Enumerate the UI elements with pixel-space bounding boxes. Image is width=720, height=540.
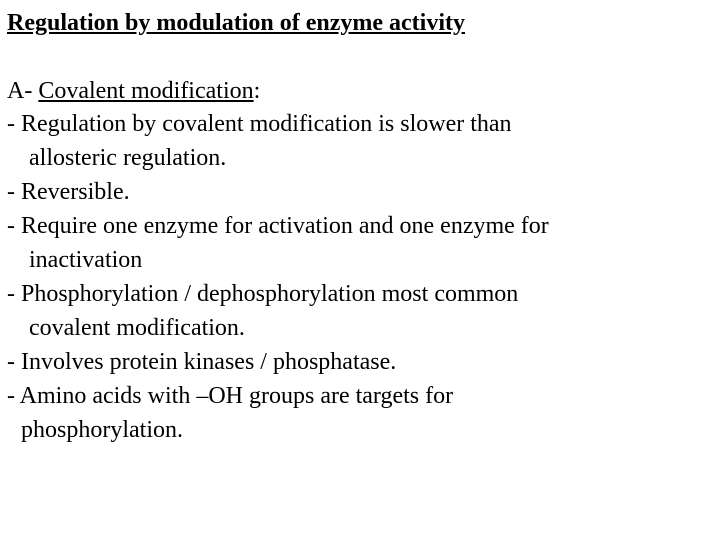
- bullet-continuation: phosphorylation.: [21, 417, 183, 443]
- bullet-continuation: inactivation: [29, 247, 143, 273]
- bullet-line: - Involves protein kinases / phosphatase.: [7, 349, 397, 375]
- bullet-line: - Phosphorylation / dephosphorylation most common: [7, 281, 519, 307]
- section-colon: :: [253, 78, 261, 104]
- bullet-list: [7, 107, 707, 447]
- bullet-line: - Amino acids with –OH groups are targets for: [7, 383, 454, 409]
- section-prefix: A-: [7, 78, 39, 104]
- slide-title: Regulation by modulation of enzyme activity: [7, 10, 465, 36]
- bullet-continuation: allosteric regulation.: [29, 145, 227, 171]
- bullet-line: - Reversible.: [7, 179, 130, 205]
- bullet-line: - Require one enzyme for activation and one enzyme for: [7, 213, 549, 239]
- bullet-line: - Regulation by covalent modification is slower than: [7, 111, 512, 137]
- bullet-continuation: covalent modification.: [29, 315, 245, 341]
- section-heading: [7, 74, 260, 108]
- section-heading-text: Covalent modification: [38, 78, 254, 104]
